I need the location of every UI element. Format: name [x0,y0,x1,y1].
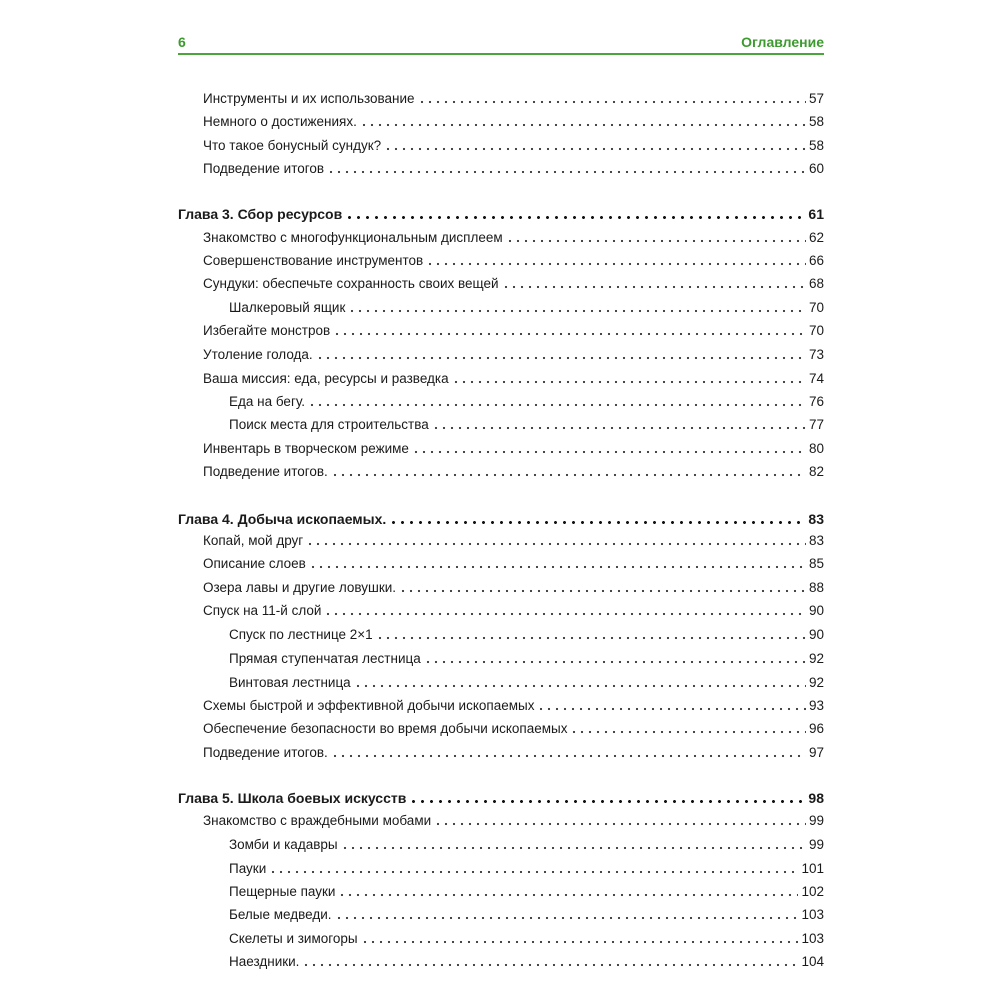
toc-entry [203,368,824,390]
toc-entry [229,858,824,880]
toc-entry-title: Утоление голода. [203,347,313,362]
toc-entry-title: Подведение итогов. [203,464,328,479]
toc-entry-title: Спуск на 11-й слой [203,603,322,618]
toc-entry [203,718,824,740]
toc-entry-title: Зомби и кадавры [229,837,338,852]
page-header [178,34,824,54]
dot-leader [412,447,806,457]
toc-entry [203,810,824,832]
toc-entry [203,530,824,552]
toc-entry [203,344,824,366]
toc-entry [229,391,824,413]
dot-leader [269,867,798,877]
dot-leader [361,937,799,947]
dot-leader [376,633,806,643]
toc-entry-page: 96 [808,721,824,736]
toc-entry [203,273,824,295]
toc-chapter-entry [178,203,824,225]
toc-entry-title: Прямая ступенчатая лестница [229,651,421,666]
toc-entry [203,158,824,180]
toc-entry-title: Глава 4. Добыча ископаемых. [178,511,387,527]
toc-entry-title: Избегайте монстров [203,323,331,338]
toc-entry-title: Подведение итогов [203,161,325,176]
toc-entry-page: 97 [808,745,824,760]
toc-entry-title: Пещерные пауки [229,884,336,899]
toc-entry-title: Ваша миссия: еда, ресурсы и разведка [203,371,449,386]
toc-entry-page: 92 [808,651,824,666]
toc-entry-title: Что такое бонусный сундук? [203,138,382,153]
toc-entry-page: 61 [808,206,824,222]
toc-chapter-entry [178,787,824,809]
dot-leader [327,167,806,177]
toc-entry-page: 93 [808,698,824,713]
toc-entry-page: 88 [808,580,824,595]
toc-entry-page: 98 [808,790,824,806]
toc-entry-page: 66 [808,253,824,268]
toc-entry-page: 83 [808,533,824,548]
toc-entry-title: Наездники. [229,954,300,969]
toc-entry-title: Сундуки: обеспечьте сохранность своих вещей [203,276,499,291]
toc-entry-title: Еда на бегу. [229,394,306,409]
dot-leader [426,259,806,269]
toc-entry-page: 80 [808,441,824,456]
dot-leader [384,144,806,154]
toc-entry [229,624,824,646]
toc-entry-title: Винтовая лестница [229,675,351,690]
toc-entry-page: 76 [808,394,824,409]
dot-leader [345,212,805,222]
dot-leader [331,751,806,761]
dot-leader [452,377,806,387]
toc-entry-title: Пауки [229,861,267,876]
toc-entry [203,320,824,342]
dot-leader [537,704,806,714]
toc-entry-title: Копай, мой друг [203,533,304,548]
toc-entry [229,904,824,926]
toc-entry-page: 82 [808,464,824,479]
dot-leader [506,236,806,246]
dot-leader [570,727,805,737]
toc-entry [203,742,824,764]
toc-entry [229,672,824,694]
toc-entry-page: 74 [808,371,824,386]
toc-entry-title: Схемы быстрой и эффективной добычи ископаемых [203,698,535,713]
toc-entry-page: 104 [801,954,824,969]
toc-entry [229,297,824,319]
toc-entry-page: 102 [801,884,824,899]
running-title: Оглавление [741,34,824,50]
toc-entry-title: Описание слоев [203,556,306,571]
toc-entry-title: Белые медведи. [229,907,332,922]
toc-entry [229,928,824,950]
dot-leader [338,890,798,900]
dot-leader [309,562,806,572]
toc-entry-page: 57 [808,91,824,106]
dot-leader [502,282,806,292]
toc-entry [229,881,824,903]
toc-entry-page: 68 [808,276,824,291]
toc-entry [229,414,824,436]
toc-entry [229,648,824,670]
toc-entry [203,250,824,272]
toc-entry-page: 92 [808,675,824,690]
dot-leader [360,120,806,130]
toc-entry-page: 99 [808,813,824,828]
toc-entry-title: Глава 5. Школа боевых искусств [178,790,407,806]
dot-leader [308,400,806,410]
dot-leader [348,306,806,316]
toc-entry-title: Поиск места для строительства [229,417,429,432]
toc-entry-page: 70 [808,323,824,338]
toc-entry-page: 103 [801,931,824,946]
toc-entry-title: Инструменты и их использование [203,91,415,106]
toc-entry [203,135,824,157]
toc-chapter-entry [178,508,824,530]
toc-entry-title: Шалкеровый ящик [229,300,346,315]
toc-entry-title: Знакомство с многофункциональным дисплеем [203,230,503,245]
header-rule [178,53,824,55]
toc-entry [203,600,824,622]
toc-entry-title: Подведение итогов. [203,745,328,760]
toc-entry-title: Озера лавы и другие ловушки. [203,580,397,595]
toc-entry [203,438,824,460]
dot-leader [432,423,806,433]
toc-entry [203,111,824,133]
toc-entry-page: 73 [808,347,824,362]
toc-entry-title: Скелеты и зимогоры [229,931,358,946]
toc-entry-page: 77 [808,417,824,432]
toc-entry [203,577,824,599]
toc-entry-title: Немного о достижениях. [203,114,357,129]
dot-leader [324,609,806,619]
toc-entry [229,951,824,973]
dot-leader [389,517,805,527]
dot-leader [302,960,798,970]
dot-leader [333,329,806,339]
dot-leader [418,97,806,107]
toc-entry-title: Совершенствование инструментов [203,253,424,268]
toc-entry-page: 103 [801,907,824,922]
dot-leader [409,796,805,806]
toc-entry [203,88,824,110]
toc-entry-title: Глава 3. Сбор ресурсов [178,206,343,222]
toc-entry-page: 60 [808,161,824,176]
dot-leader [335,913,799,923]
toc-entry-page: 85 [808,556,824,571]
toc-entry-page: 90 [808,603,824,618]
toc-entry-page: 62 [808,230,824,245]
dot-leader [424,657,806,667]
toc-entry-title: Спуск по лестнице 2×1 [229,627,373,642]
dot-leader [306,539,806,549]
dot-leader [354,681,806,691]
toc-entry [203,227,824,249]
dot-leader [434,819,806,829]
toc-entry-page: 58 [808,138,824,153]
dot-leader [341,843,806,853]
toc-entry [203,553,824,575]
toc-entry [203,461,824,483]
toc-entry [203,695,824,717]
toc-entry-page: 58 [808,114,824,129]
toc-entry-page: 90 [808,627,824,642]
toc-entry-title: Обеспечение безопасности во время добычи ископаемых [203,721,568,736]
page-number: 6 [178,34,186,50]
toc-entry [229,834,824,856]
toc-entry-page: 101 [801,861,824,876]
dot-leader [399,586,806,596]
toc-entry-page: 99 [808,837,824,852]
toc-entry-title: Знакомство с враждебными мобами [203,813,432,828]
dot-leader [316,353,806,363]
toc-entry-page: 83 [808,511,824,527]
toc-entry-page: 70 [808,300,824,315]
toc-entry-title: Инвентарь в творческом режиме [203,441,409,456]
dot-leader [331,470,806,480]
